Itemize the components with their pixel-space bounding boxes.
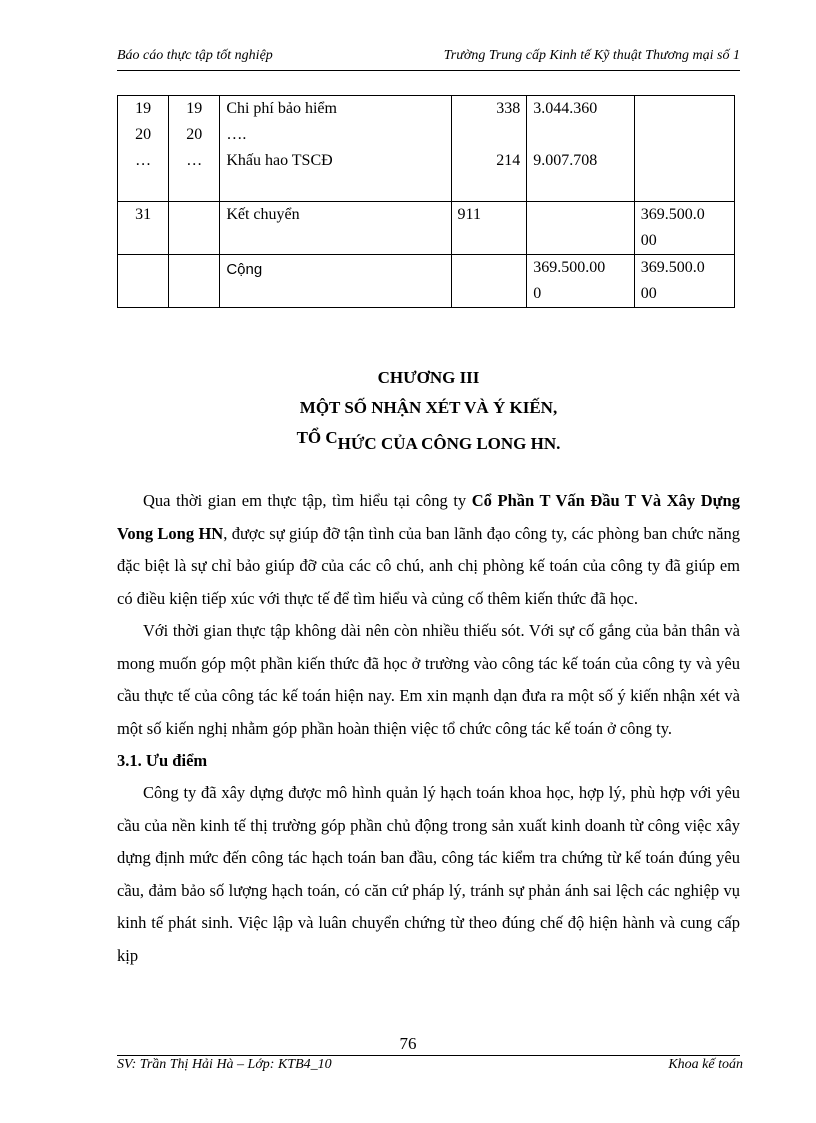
paragraph: Với thời gian thực tập không dài nên còn nhiều thiếu sót. Với sự cố gắng của bản thân và mong muốn góp một phần kiến thức đã học ở trường vào công tác kế toán của công ty và yêu cầu thực tế của công tác kế toán hiện nay. Em xin mạnh dạn đưa ra một số ý kiến nhận xét và một số kiến nghị nhằm góp phần hoàn thiện việc tổ chức công tác kế toán ở công ty. [117,621,740,738]
table-row [118,202,735,255]
page-header [117,48,740,64]
table-cell: 369.500.0 00 [634,255,734,308]
table-cell: Chi phí bảo hiểm …. Khấu hao TSCĐ [220,96,451,202]
header-left: Báo cáo thực tập tốt nghiệp [117,48,273,63]
table-cell: Kết chuyển [220,202,451,255]
table-cell: Cộng [220,255,451,308]
table-cell [118,255,169,308]
page-footer [117,1057,743,1073]
footer-left: SV: Trần Thị Hải Hà – Lớp: KTB4_10 [117,1057,332,1072]
paragraph: Công ty đã xây dựng được mô hình quản lý hạch toán khoa học, hợp lý, phù hợp với yêu cầu của nền kinh tế thị trường góp phần chủ động trong sản xuất kinh doanh từ công việc xây dựng định mức đến công tác hạch toán ban đầu, công tác kiểm tra chứng từ kế toán đúng yêu cầu, đảm bảo số lượng hạch toán, có căn cứ pháp lý, tránh sự phản ánh sai lệch các nghiệp vụ kinh tế phát sinh. Việc lập và luân chuyển chứng từ theo đúng chế độ hiện hành và cung cấp kịp [117,783,740,965]
ledger-table [117,95,735,308]
footer-right: Khoa kế toán [668,1057,743,1072]
table-row [118,255,735,308]
table-cell [451,255,527,308]
table-cell [634,96,734,202]
table-cell: 31 [118,202,169,255]
table-cell: 911 [451,202,527,255]
table-row [118,96,735,202]
footer-rule [117,1055,740,1056]
table-cell: 338 214 [451,96,527,202]
chapter-title-line2: TỔ CHỨC CỦA CÔNG LONG HN. [296,428,561,453]
paragraph: Qua thời gian em thực tập, tìm hiểu tại công ty Cổ Phần T Vấn Đầu T Và Xây Dựng Vong Long HN, được sự giúp đỡ tận tình của ban lãnh đạo công ty, các phòng ban chức năng đặc biệt là sự chỉ bảo giúp đỡ của các cô chú, anh chị phòng kế toán của công ty đã giúp em có điều kiện tiếp xúc với thực tế để tìm hiểu và củng cố thêm kiến thức đã học. [117,491,740,608]
table-cell: 19 20 … [169,96,220,202]
chapter-title-line1: MỘT SỐ NHẬN XÉT VÀ Ý KIẾN, [299,398,558,417]
table-cell [169,202,220,255]
page-number: 76 [399,1034,417,1053]
body-text [117,485,740,972]
table-cell: 369.500.00 0 [527,255,634,308]
table-cell [169,255,220,308]
chapter-number: CHƯƠNG III [377,368,480,387]
table-cell: 369.500.0 00 [634,202,734,255]
table-cell: 3.044.360 9.007.708 [527,96,634,202]
table-cell: 19 20 … [118,96,169,202]
section-heading: 3.1. Ưu điểm [117,751,208,770]
header-right: Trường Trung cấp Kinh tế Kỹ thuật Thương mại số 1 [443,48,740,63]
header-rule [117,70,740,71]
table-cell [527,202,634,255]
